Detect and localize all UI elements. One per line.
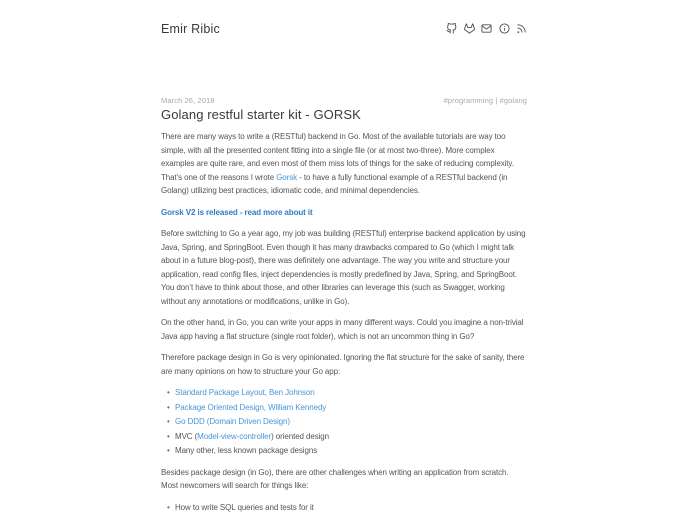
github-icon[interactable]	[446, 23, 457, 34]
v2-announcement-paragraph	[161, 206, 527, 220]
blog-page	[161, 0, 527, 514]
structure-list	[161, 386, 527, 458]
list-item-text: MVC (	[175, 432, 197, 441]
tag-golang[interactable]: #golang	[500, 96, 527, 105]
site-header	[161, 21, 527, 36]
package-design-paragraph: Therefore package design in Go is very opinionated. Ignoring the flat structure for the sake of sanity, there are many opinions on how to structure your Go app:	[161, 351, 527, 378]
standard-package-layout-link[interactable]: Standard Package Layout, Ben Johnson	[175, 388, 315, 397]
mail-icon[interactable]	[481, 23, 492, 34]
gitlab-link[interactable]	[464, 23, 475, 34]
post-meta	[161, 96, 527, 105]
post-date: March 26, 2018	[161, 96, 215, 105]
mvc-link[interactable]: Model-view-controller	[197, 432, 271, 441]
flexibility-paragraph: On the other hand, in Go, you can write your apps in many different ways. Could you imagine a non-trivial Java app having a flat structure (single root folder), which is not an uncommon thing in Go?	[161, 316, 527, 343]
intro-paragraph	[161, 130, 527, 198]
package-oriented-design-link[interactable]: Package Oriented Design, William Kennedy	[175, 403, 326, 412]
list-item-text: How to write SQL queries and tests for it	[175, 503, 314, 512]
blog-post	[161, 96, 527, 514]
info-link[interactable]	[499, 23, 510, 34]
social-icons	[446, 23, 527, 34]
intro-text-before: There are many ways to write a (RESTful) backend in Go. Most of the available tutorials are way too simple, with all the presented content fitting into a single file (or at most two-three). More complex examples are quite rare, and even most of them miss lots of things for the sake of reducing complexity. That’s one of the reasons I wrote	[161, 132, 514, 182]
info-icon[interactable]	[499, 23, 510, 34]
post-title: Golang restful starter kit - GORSK	[161, 107, 527, 122]
tag-separator: |	[493, 96, 499, 105]
java-paragraph: Before switching to Go a year ago, my job was building (RESTful) enterprise backend application by using Java, Spring, and SpringBoot. Even though it has many drawbacks compared to Go (which I might talk about in a future blog-post), there was definitely one advantage. The way you write and structure your application, read config files, inject dependencies is mostly predefined by Java, Spring, and SpringBoot. You don’t have to think about those, and other libraries can leverage this (such as Swagger, working without any annotations or modifications, unlike in Go).	[161, 227, 527, 308]
list-item-text: Many other, less known package designs	[175, 446, 317, 455]
list-item	[175, 386, 527, 400]
go-ddd-link[interactable]: Go DDD (Domain Driven Design)	[175, 417, 290, 426]
list-item	[175, 415, 527, 429]
gorsk-v2-link[interactable]: Gorsk V2 is released - read more about it	[161, 208, 313, 217]
gorsk-link[interactable]: Gorsk	[276, 173, 297, 182]
site-title-link[interactable]: Emir Ribic	[161, 22, 220, 36]
challenges-intro-paragraph: Besides package design (in Go), there are other challenges when writing an application from scratch. Most newcomers will search for things like:	[161, 466, 527, 493]
post-tags	[444, 96, 527, 105]
gitlab-icon[interactable]	[464, 23, 475, 34]
list-item	[175, 401, 527, 415]
list-item	[175, 444, 527, 458]
intro-text-after: - to have a fully functional example of a RESTful backend (in Golang) utilizing best practices, idiomatic code, and minimal dependencies.	[161, 173, 507, 196]
rss-link[interactable]	[516, 23, 527, 34]
list-item	[175, 430, 527, 444]
mail-link[interactable]	[481, 23, 492, 34]
rss-icon[interactable]	[516, 23, 527, 34]
list-item-text: ) oriented design	[271, 432, 329, 441]
tag-programming[interactable]: #programming	[444, 96, 494, 105]
github-link[interactable]	[446, 23, 457, 34]
